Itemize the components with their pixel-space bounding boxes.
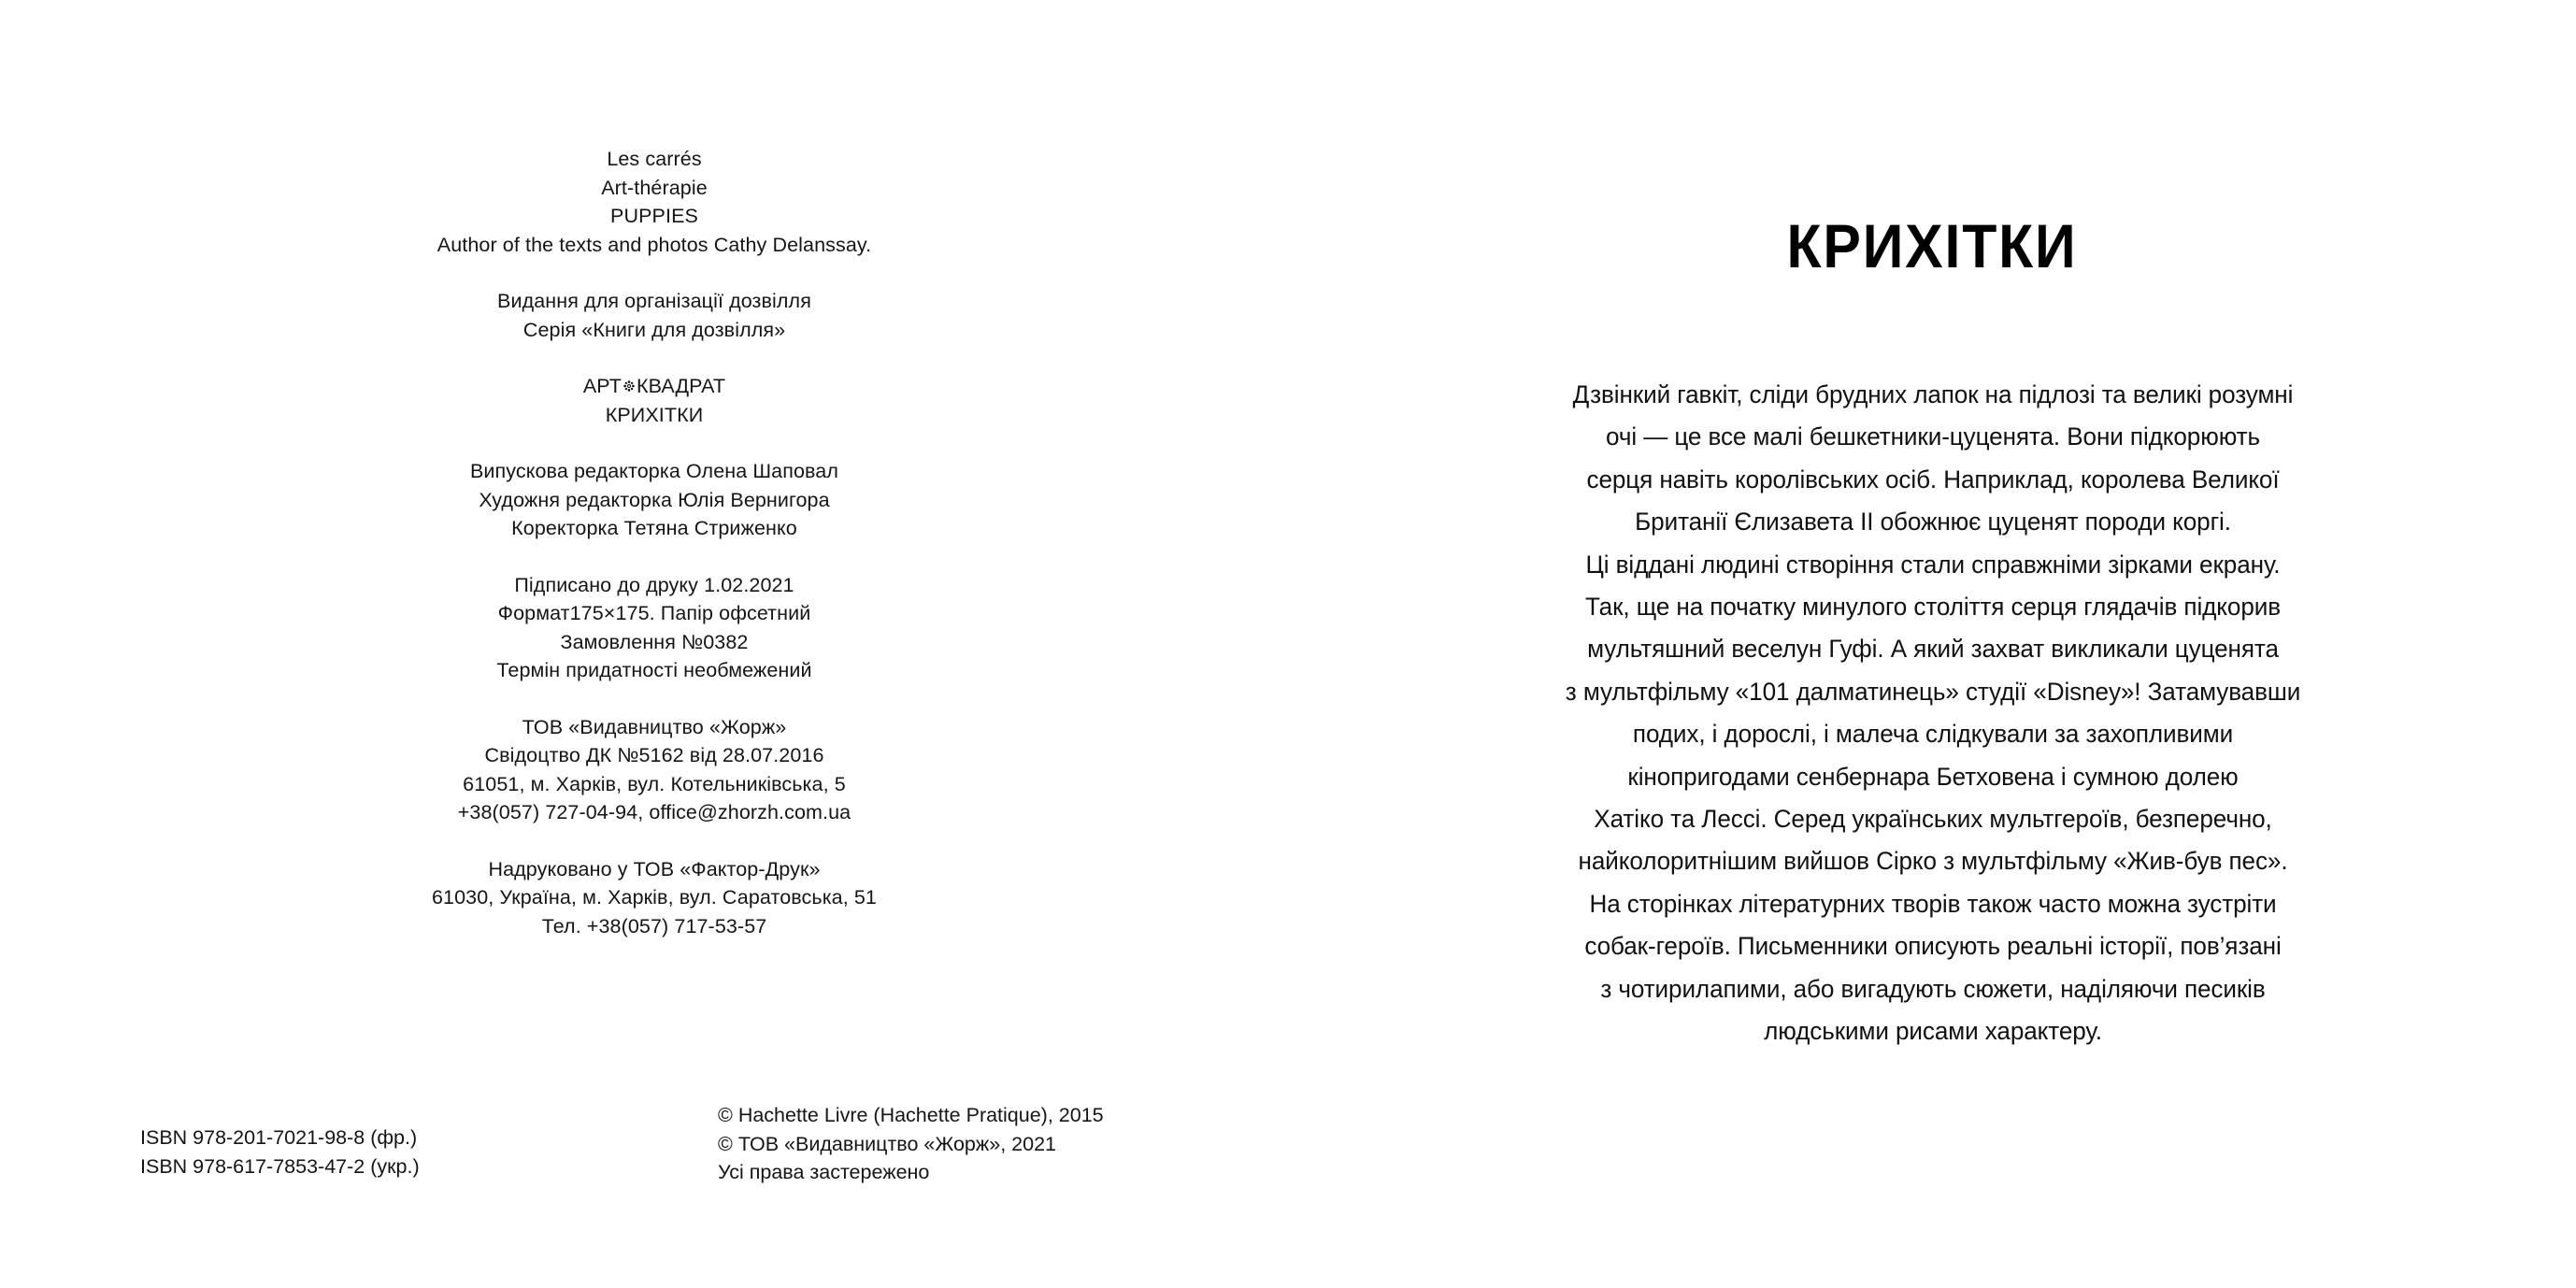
- copyright-block: [718, 1101, 1104, 1187]
- print-detail-line: Підписано до друку 1.02.2021: [514, 573, 794, 596]
- original-edition-line: Author of the texts and photos Cathy Delanssay.: [436, 233, 872, 256]
- isbn-block: [140, 1123, 420, 1181]
- printing-house-line: 61030, Україна, м. Харків, вул. Саратовська, 51: [431, 886, 877, 909]
- imprint-suffix: КВАДРАТ: [636, 375, 726, 397]
- editor-line: Випускова редакторка Олена Шаповал: [469, 460, 839, 482]
- body-line: з чотирилапими, або вигадують сюжети, наділяючи песиків: [1600, 974, 2266, 1003]
- print-detail-line: Термін придатності необмежений: [496, 659, 812, 681]
- publisher-contact-line: +38(057) 727-04-94, office@zhorzh.com.ua: [457, 801, 852, 823]
- series-line: Видання для організації дозвілля: [497, 290, 811, 312]
- body-line: серця навіть королівських осіб. Наприклад, королева Великої: [1586, 465, 2280, 494]
- copyright-line: © Hachette Livre (Hachette Pratique), 2015: [718, 1104, 1104, 1126]
- body-line: собак-героїв. Письменники описують реальні історії, пов’язані: [1584, 932, 2282, 961]
- original-edition-line: PUPPIES: [610, 205, 698, 227]
- body-line: Ці віддані людині створіння стали справжніми зірками екрану.: [1585, 550, 2281, 579]
- printing-house-line: Надруковано у ТОВ «Фактор-Друк»: [488, 857, 821, 880]
- right-page-chapter-opener: [1288, 0, 2576, 1288]
- printing-house-block: [93, 855, 1215, 941]
- flower-rosette-icon: [623, 380, 635, 392]
- rights-reserved-line: Усі права застережено: [718, 1161, 930, 1183]
- page-title: КРИХІТКИ: [1786, 211, 2078, 280]
- series-block: [93, 287, 1215, 344]
- publisher-line: 61051, м. Харків, вул. Котельниківська, 5: [463, 772, 846, 795]
- editors-block: [93, 457, 1215, 543]
- chapter-body-text: [1428, 374, 2438, 1053]
- brand-block: [93, 372, 1215, 429]
- body-line: Британії Єлизавета II обожнює цуценят породи коргі.: [1635, 508, 2231, 537]
- imprint-prefix: АРТ: [582, 375, 622, 397]
- original-edition-block: [93, 145, 1215, 259]
- body-line: подих, і дорослі, і малеча слідкували за захопливими: [1632, 720, 2234, 749]
- publisher-line: ТОВ «Видавництво «Жорж»: [522, 715, 787, 738]
- print-detail-line: Замовлення №0382: [560, 630, 749, 653]
- isbn-line: ISBN 978-617-7853-47-2 (укр.): [140, 1154, 420, 1178]
- body-line: мультяшний веселун Гуфі. А який захват викликали цуценята: [1587, 635, 2279, 664]
- print-detail-line: Формат175×175. Папір офсетний: [497, 602, 811, 624]
- editor-line: Художня редакторка Юлія Вернигора: [479, 488, 830, 511]
- body-line: Хатіко та Лессі. Серед українських мультгероїв, безперечно,: [1594, 805, 2272, 834]
- body-line: з мультфільму «101 далматинець» студії «Disney»! Затамувавши: [1565, 677, 2301, 706]
- body-line: Дзвінкий гавкіт, сліди брудних лапок на підлозі та великі розумні: [1572, 380, 2294, 408]
- isbn-line: ISBN 978-201-7021-98-8 (фр.): [140, 1126, 418, 1149]
- printing-house-line: Тел. +38(057) 717-53-57: [541, 914, 767, 937]
- imprint-brand-line: [93, 372, 1215, 401]
- body-line: На сторінках літературних творів також часто можна зустріти: [1589, 889, 2277, 918]
- body-line: очі — це все малі бешкетники-цуценята. Вони підкорюють: [1606, 422, 2260, 451]
- body-line: кінопригодами сенбернара Бетховена і сумною долею: [1627, 762, 2239, 791]
- publisher-block: [93, 713, 1215, 827]
- editor-line: Коректорка Тетяна Стриженко: [511, 517, 797, 539]
- book-title-imprint: КРИХІТКИ: [605, 403, 704, 426]
- colophon-footer: [0, 1101, 1288, 1213]
- publisher-line: Свідоцтво ДК №5162 від 28.07.2016: [484, 744, 824, 766]
- body-line: людськими рисами характеру.: [1764, 1017, 2102, 1046]
- body-line: Так, ще на початку минулого століття серця глядачів підкорив: [1585, 593, 2281, 622]
- copyright-line: © ТОВ «Видавництво «Жорж», 2021: [718, 1132, 1057, 1155]
- print-details-block: [93, 571, 1215, 685]
- imprint-column: [93, 145, 1215, 940]
- series-line: Серія «Книги для дозвілля»: [522, 318, 786, 341]
- original-edition-line: Les carrés: [607, 148, 702, 170]
- body-line: найколоритнішим вийшов Сірко з мультфільму «Жив-був пес».: [1578, 847, 2288, 876]
- original-edition-line: Art-thérapie: [601, 176, 708, 199]
